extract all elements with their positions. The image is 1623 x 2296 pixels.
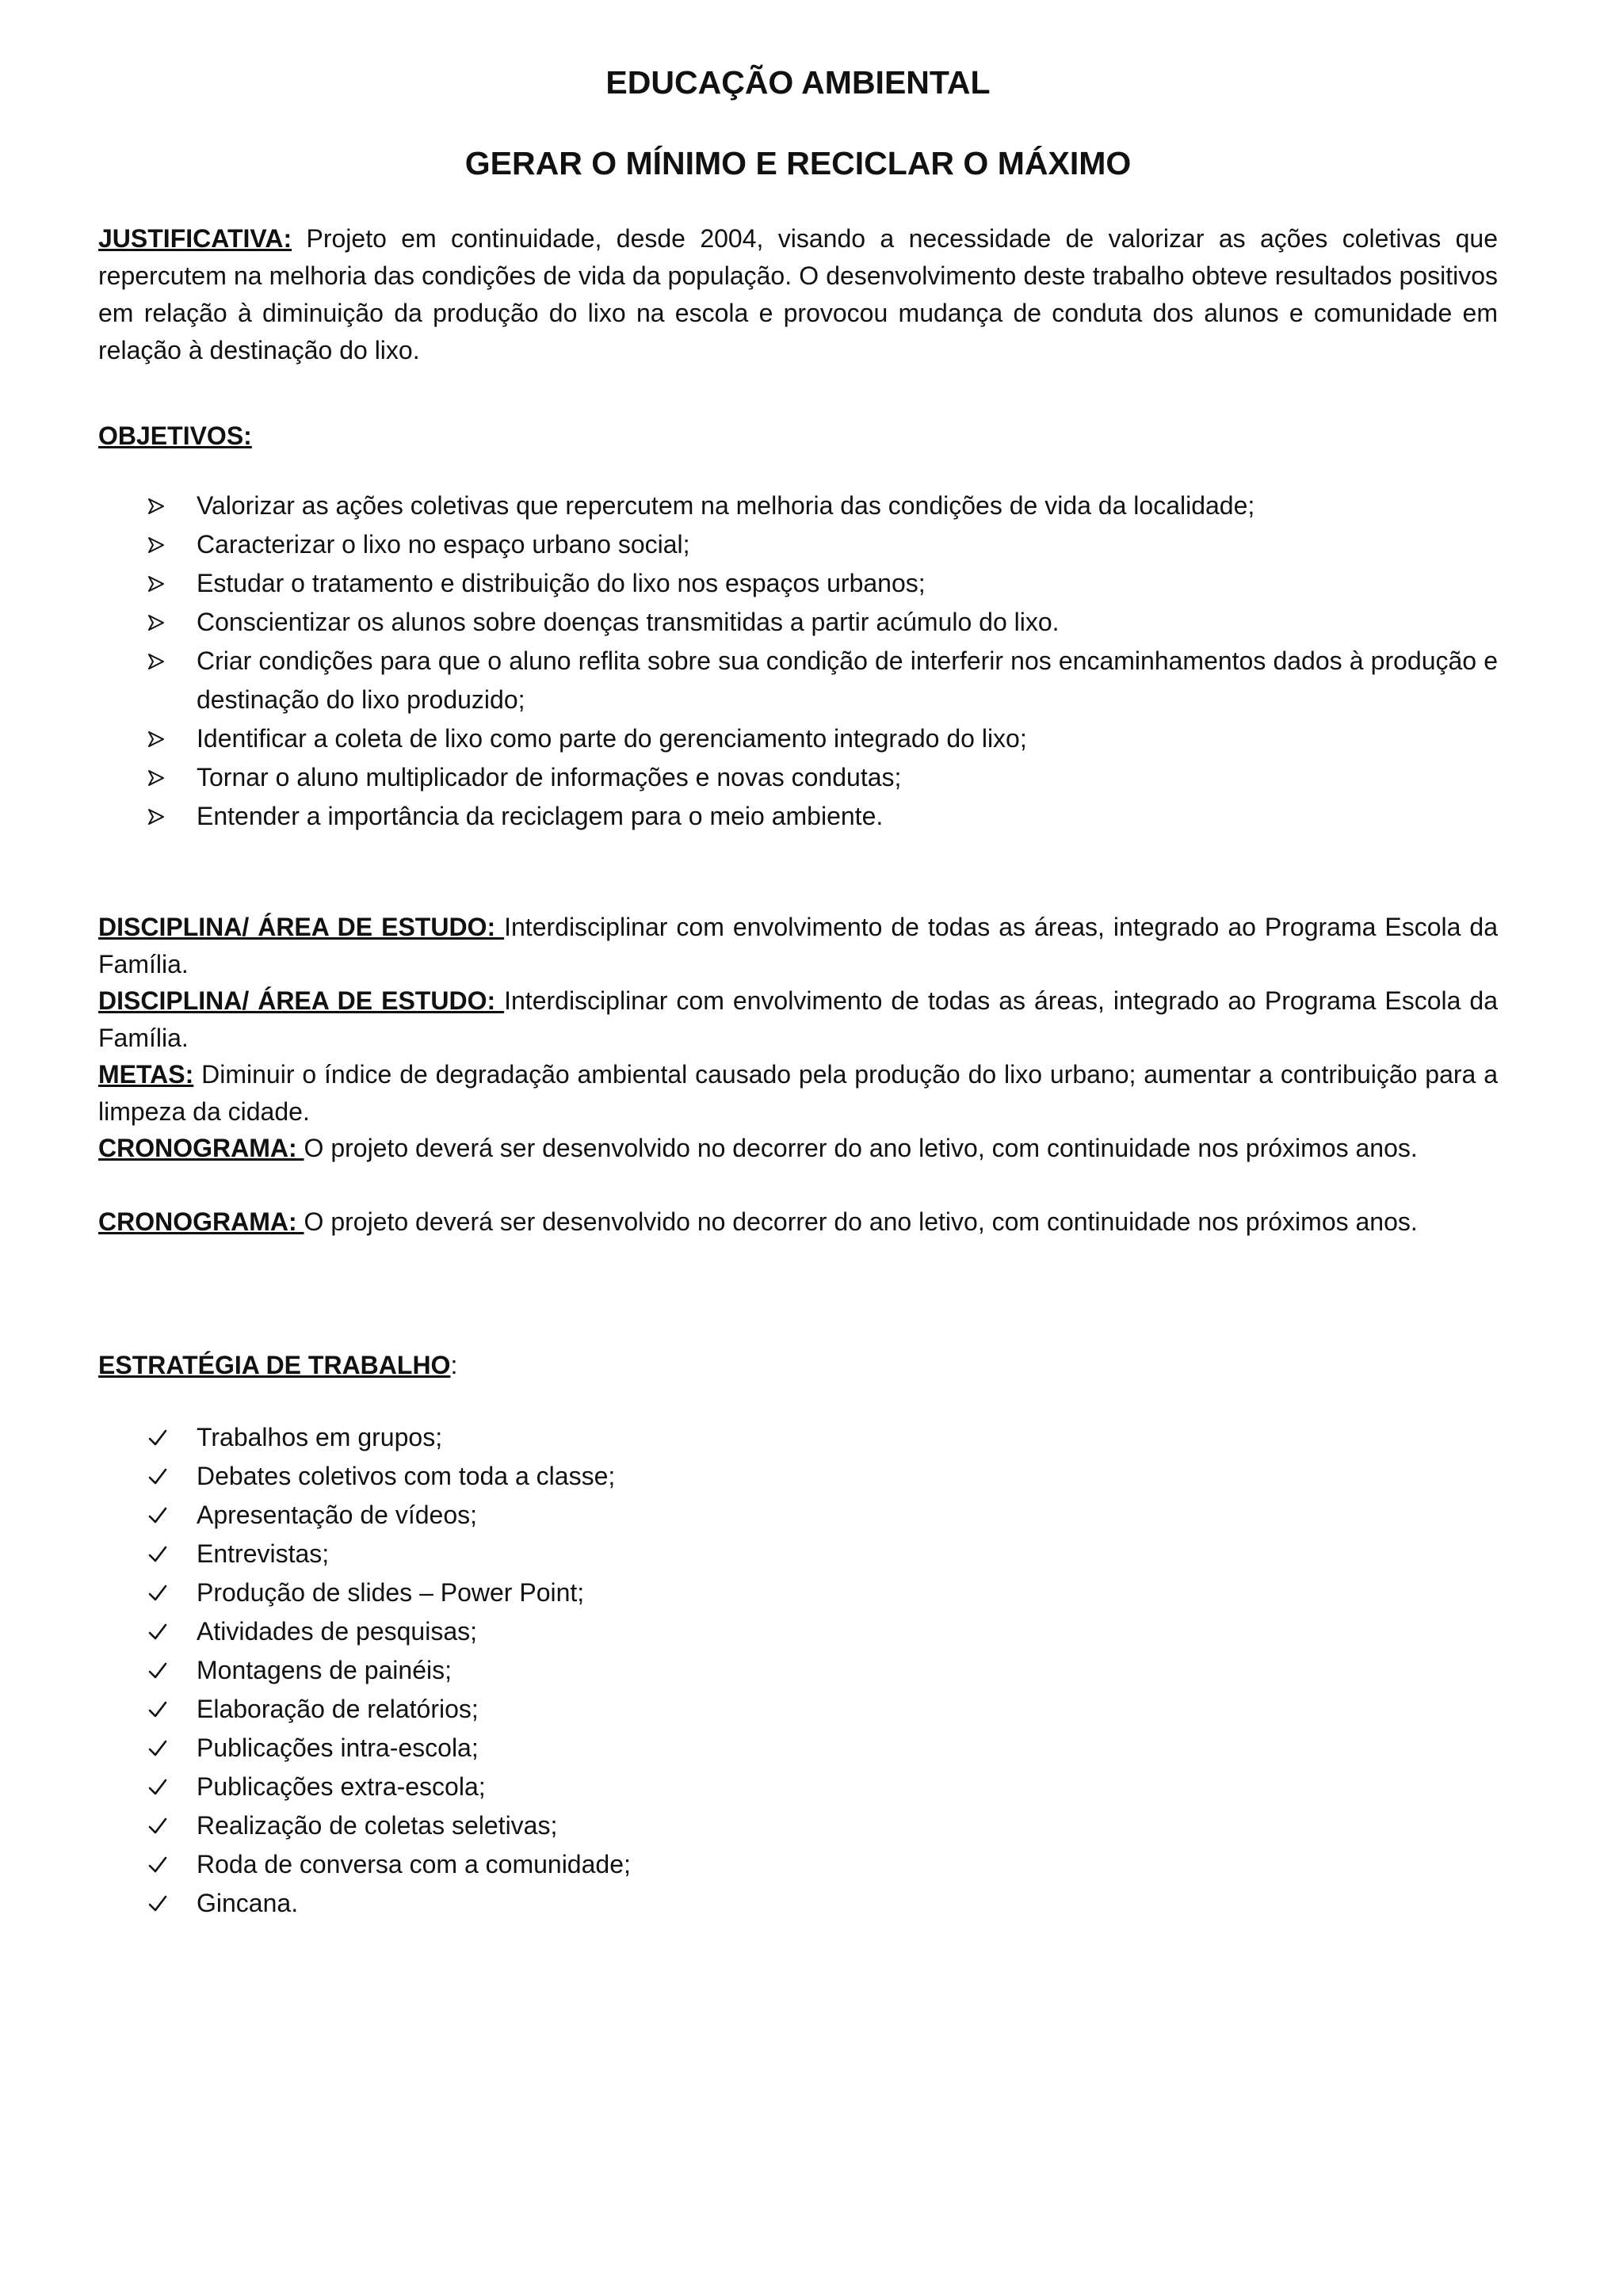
estrategia-item: Roda de conversa com a comunidade; — [98, 1845, 1498, 1884]
objetivo-item: Valorizar as ações coletivas que repercutem na melhoria das condições de vida da localidade; — [98, 486, 1498, 525]
estrategia-item: Trabalhos em grupos; — [98, 1418, 1498, 1457]
estrategia-item: Publicações intra-escola; — [98, 1729, 1498, 1768]
disciplina-label: DISCIPLINA/ ÁREA DE ESTUDO: — [98, 986, 505, 1015]
disciplina-label: DISCIPLINA/ ÁREA DE ESTUDO: — [98, 913, 505, 941]
objetivo-item: Caracterizar o lixo no espaço urbano social; — [98, 525, 1498, 564]
check-icon — [147, 1729, 179, 1768]
estrategia-item: Gincana. — [98, 1884, 1498, 1923]
check-icon — [147, 1418, 179, 1457]
cronograma-text: O projeto deverá ser desenvolvido no decorrer do ano letivo, com continuidade nos próximos anos. — [304, 1134, 1418, 1162]
arrow-bullet-icon — [147, 486, 179, 525]
arrow-bullet-icon — [147, 797, 179, 836]
arrow-bullet-icon — [147, 719, 179, 758]
objetivo-item: Conscientizar os alunos sobre doenças transmitidas a partir acúmulo do lixo. — [98, 603, 1498, 642]
estrategia-list — [98, 1418, 1498, 1923]
estrategia-item: Montagens de painéis; — [98, 1651, 1498, 1690]
check-icon — [147, 1651, 179, 1690]
check-icon — [147, 1690, 179, 1729]
metas-text: Diminuir o índice de degradação ambiental causado pela produção do lixo urbano; aumentar a contribuição para a limpeza da cidade. — [98, 1060, 1498, 1126]
check-icon — [147, 1457, 179, 1496]
estrategia-item: Apresentação de vídeos; — [98, 1496, 1498, 1535]
cronograma-label: CRONOGRAMA: — [98, 1134, 304, 1162]
estrategia-item: Debates coletivos com toda a classe; — [98, 1457, 1498, 1496]
objetivo-item: Tornar o aluno multiplicador de informações e novas condutas; — [98, 758, 1498, 797]
justificativa-text: Projeto em continuidade, desde 2004, visando a necessidade de valorizar as ações coletivas que repercutem na melhoria das condições de vida da população. O desenvolvimento deste trabalho obteve resultados positivos em relação à diminuição da produção do lixo na escola e provocou mudança de conduta dos alunos e comunidade em relação à destinação do lixo. — [98, 224, 1498, 364]
metas-paragraph — [98, 1056, 1498, 1131]
objetivo-item: Criar condições para que o aluno reflita sobre sua condição de interferir nos encaminhamentos dados à produção e destinação do lixo produzido; — [98, 642, 1498, 719]
document-title: EDUCAÇÃO AMBIENTAL — [605, 64, 991, 101]
justificativa-label: JUSTIFICATIVA: — [98, 224, 292, 253]
disciplina-text: Interdisciplinar com envolvimento de todas as áreas, integrado ao Programa Escola da Família. — [98, 913, 1499, 978]
check-icon — [147, 1535, 179, 1573]
cronograma-paragraph — [98, 1203, 1498, 1241]
estrategia-item: Entrevistas; — [98, 1535, 1498, 1573]
cronograma-label: CRONOGRAMA: — [98, 1207, 304, 1236]
objetivos-list — [98, 486, 1498, 836]
justificativa-paragraph — [98, 220, 1498, 369]
objetivo-item: Estudar o tratamento e distribuição do lixo nos espaços urbanos; — [98, 564, 1498, 603]
estrategia-item: Produção de slides – Power Point; — [98, 1573, 1498, 1612]
cronograma-paragraph — [98, 1130, 1498, 1167]
check-icon — [147, 1768, 179, 1806]
objetivos-heading: OBJETIVOS: — [98, 421, 252, 450]
check-icon — [147, 1884, 179, 1923]
estrategia-item: Realização de coletas seletivas; — [98, 1806, 1498, 1845]
arrow-bullet-icon — [147, 564, 179, 603]
estrategia-heading: ESTRATÉGIA DE TRABALHO: — [98, 1351, 458, 1379]
estrategia-item: Publicações extra-escola; — [98, 1768, 1498, 1806]
metas-label: METAS: — [98, 1060, 194, 1089]
document-subtitle: GERAR O MÍNIMO E RECICLAR O MÁXIMO — [464, 145, 1132, 181]
check-icon — [147, 1612, 179, 1651]
check-icon — [147, 1573, 179, 1612]
arrow-bullet-icon — [147, 603, 179, 642]
disciplina-paragraph — [98, 982, 1498, 1057]
check-icon — [147, 1496, 179, 1535]
objetivo-item: Identificar a coleta de lixo como parte do gerenciamento integrado do lixo; — [98, 719, 1498, 758]
check-icon — [147, 1806, 179, 1845]
objetivo-item: Entender a importância da reciclagem para o meio ambiente. — [98, 797, 1498, 836]
estrategia-item: Elaboração de relatórios; — [98, 1690, 1498, 1729]
arrow-bullet-icon — [147, 758, 179, 797]
disciplina-paragraph — [98, 909, 1498, 983]
estrategia-item: Atividades de pesquisas; — [98, 1612, 1498, 1651]
cronograma-text: O projeto deverá ser desenvolvido no decorrer do ano letivo, com continuidade nos próximos anos. — [304, 1207, 1418, 1236]
check-icon — [147, 1845, 179, 1884]
arrow-bullet-icon — [147, 642, 179, 681]
disciplina-text: Interdisciplinar com envolvimento de todas as áreas, integrado ao Programa Escola da Família. — [98, 986, 1499, 1052]
arrow-bullet-icon — [147, 525, 179, 564]
